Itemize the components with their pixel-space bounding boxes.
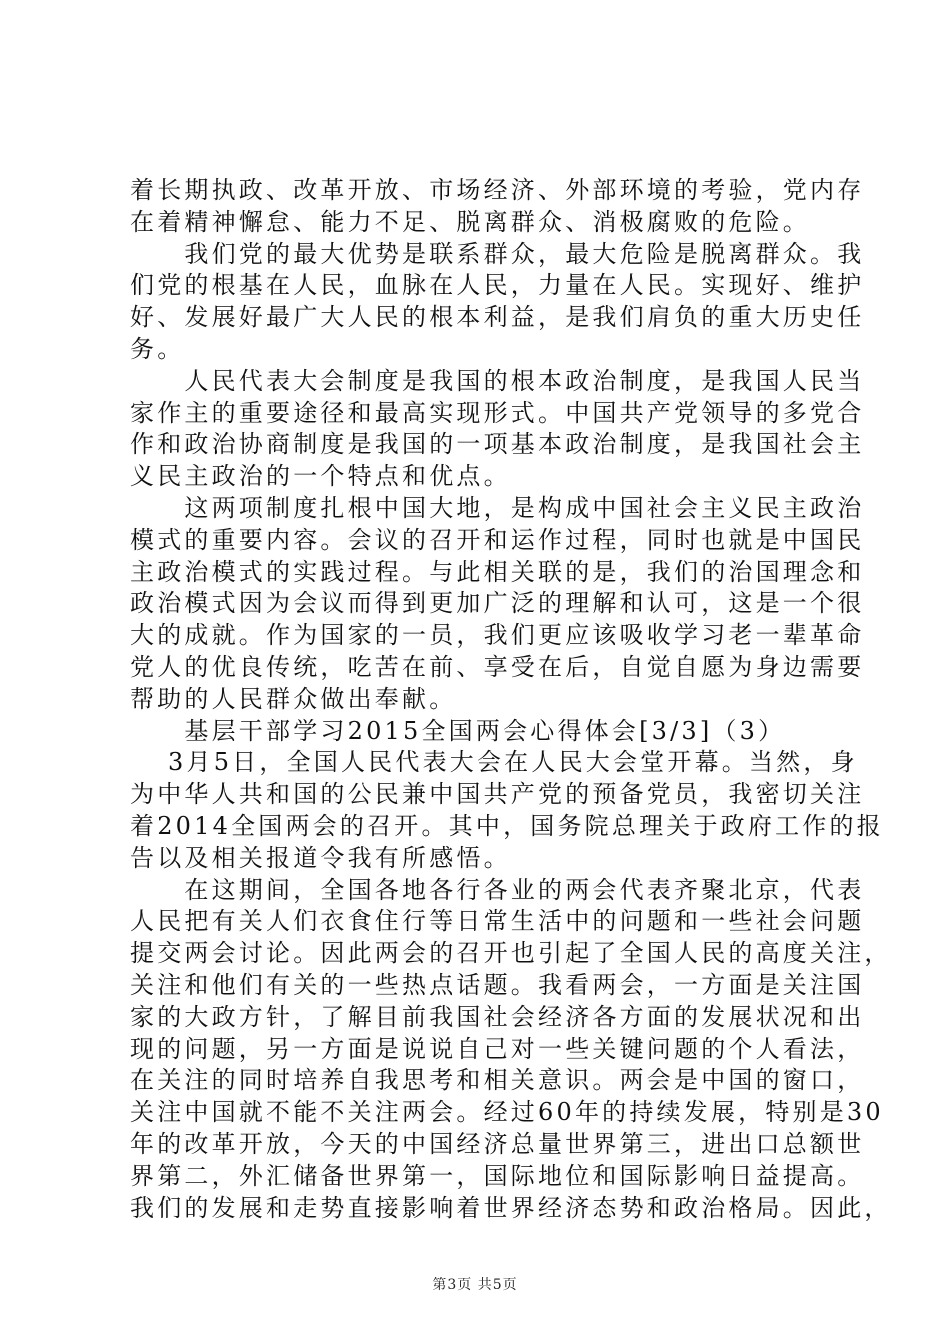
text-line: 模式的重要内容。会议的召开和运作过程，同时也就是中国民 (130, 525, 865, 554)
text-line: 人民代表大会制度是我国的根本政治制度，是我国人民当 (130, 366, 865, 395)
text-line: 作和政治协商制度是我国的一项基本政治制度，是我国社会主 (130, 430, 865, 459)
text-line: 这两项制度扎根中国大地，是构成中国社会主义民主政治 (130, 493, 865, 522)
text-line: 们党的根基在人民，血脉在人民，力量在人民。实现好、维护 (130, 271, 865, 300)
text-line: 现的问题，另一方面是说说自己对一些关键问题的个人看法， (130, 1034, 865, 1063)
text-line: 务。 (130, 334, 185, 363)
text-line: 着长期执政、改革开放、市场经济、外部环境的考验，党内存 (130, 176, 865, 204)
text-line: 关注中国就不能不关注两会。经过60年的持续发展，特别是30 (130, 1098, 884, 1127)
text-line: 我们党的最大优势是联系群众，最大危险是脱离群众。我 (130, 239, 865, 268)
text-line: 年的改革开放，今天的中国经济总量世界第三，进出口总额世 (130, 1129, 865, 1158)
text-line: 在着精神懈怠、能力不足、脱离群众、消极腐败的危险。 (130, 207, 810, 236)
text-line: 着2014全国两会的召开。其中，国务院总理关于政府工作的报 (130, 811, 884, 840)
text-line: 义民主政治的一个特点和优点。 (130, 462, 511, 491)
text-line: 帮助的人民群众做出奉献。 (130, 684, 457, 713)
text-line: 界第二，外汇储备世界第一，国际地位和国际影响日益提高。 (130, 1161, 865, 1190)
text-line: 主政治模式的实践过程。与此相关联的是，我们的治国理念和 (130, 557, 865, 586)
text-line: 在关注的同时培养自我思考和相关意识。两会是中国的窗口， (130, 1066, 865, 1095)
text-line: 在这期间，全国各地各行各业的两会代表齐聚北京，代表 (130, 875, 865, 904)
text-line: 好、发展好最广大人民的根本利益，是我们肩负的重大历史任 (130, 303, 865, 332)
text-line: 家作主的重要途径和最高实现形式。中国共产党领导的多党合 (130, 398, 865, 427)
text-line: 为中华人共和国的公民兼中国共产党的预备党员，我密切关注 (130, 780, 865, 809)
text-line: 3月5日，全国人民代表大会在人民大会堂开幕。当然，身 (130, 748, 858, 777)
document-body (130, 175, 892, 1224)
text-line: 关注和他们有关的一些热点话题。我看两会，一方面是关注国 (130, 970, 865, 999)
text-line: 我们的发展和走势直接影响着世界经济态势和政治格局。因此， (130, 1193, 892, 1222)
text-line: 告以及相关报道令我有所感悟。 (130, 843, 511, 872)
page-footer: 第3页 共5页 (432, 1277, 518, 1293)
text-line: 提交两会讨论。因此两会的召开也引起了全国人民的高度关注， (130, 939, 892, 968)
text-line: 大的成就。作为国家的一员，我们更应该吸收学习老一辈革命 (130, 621, 865, 650)
text-line: 家的大政方针，了解目前我国社会经济各方面的发展状况和出 (130, 1002, 865, 1031)
text-line: 党人的优良传统，吃苦在前、享受在后，自觉自愿为身边需要 (130, 652, 865, 681)
text-line: 人民把有关人们衣食住行等日常生活中的问题和一些社会问题 (130, 907, 865, 936)
text-line: 政治模式因为会议而得到更加广泛的理解和认可，这是一个很 (130, 589, 865, 618)
text-line: 基层干部学习2015全国两会心得体会[3/3]（3） (130, 716, 786, 745)
